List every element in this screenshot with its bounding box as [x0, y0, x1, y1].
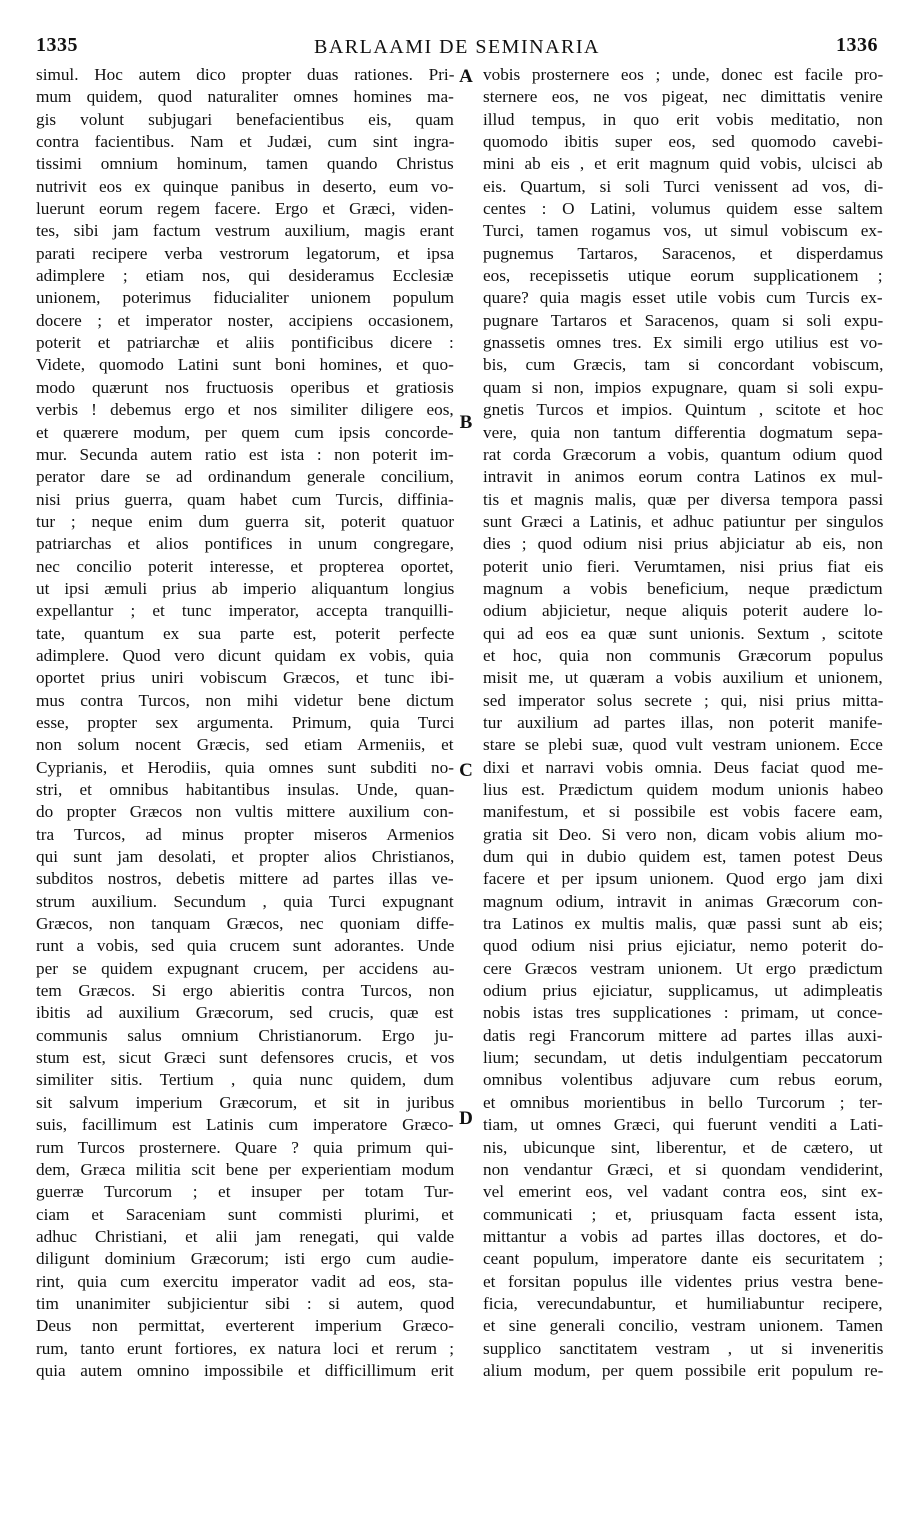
text-line: mur. Secunda autem ratio est ista : non poterit im-: [36, 444, 454, 464]
text-line: tur ; neque enim dum guerra sit, poterit quatuor: [36, 511, 454, 531]
text-line: quam si non, impios expugnare, quam si soli expu-: [483, 377, 883, 397]
text-line: parati recipere verba vestrorum legatorum, et ipsa: [36, 243, 454, 263]
text-line: mus contra Turcos, non mihi videtur bene dictum: [36, 690, 454, 710]
text-line: sed imperator solus secrete ; qui, nisi prius mitta-: [483, 690, 883, 710]
text-line: supplico sanctitatem vestram , ut si inveneritis: [483, 1338, 883, 1358]
text-line: nis, ubicunque sint, liberentur, et de cætero, ut: [483, 1137, 883, 1157]
right-page-number: 1336: [836, 34, 878, 56]
text-line: runt a vobis, sed quia crucem sunt adorantes. Unde: [36, 936, 454, 956]
text-line: rum, tanto erunt fortiores, ex natura loci et rerum ;: [36, 1338, 454, 1358]
text-line: nec concilio poterit interesse, et propterea oportet,: [36, 556, 454, 576]
text-line: quia autem omnino impossibile et difficillimum erit: [36, 1360, 454, 1380]
text-line: ficia, verecundabuntur, et humiliabuntur recipere,: [483, 1293, 883, 1313]
text-line: et hoc, quia non communis Græcorum populus: [483, 645, 883, 665]
text-line: odium prius ejiciatur, supplicamus, ut adimpleatis: [483, 981, 883, 1001]
text-line: rat corda Græcorum a vobis, quantum odium quod: [483, 444, 883, 464]
text-line: eos, recepissetis utique eorum supplicationem ;: [483, 266, 883, 286]
text-line: tim unanimiter subjicientur sibi : si autem, quod: [36, 1293, 454, 1313]
text-line: tis et magnis malis, quæ per diversa tempora passi: [483, 489, 883, 509]
text-line: pugnare Tartaros et Saracenos, quam si soli expu-: [483, 310, 883, 330]
text-line: mini ab eis , et erit magnum quid vobis, ulcisci ab: [483, 154, 883, 174]
text-line: illud tempus, in quo erit vobis meditatio, non: [483, 109, 883, 129]
text-line: et sine generali concilio, vestram unionem. Tamen: [483, 1316, 883, 1336]
left-page-number: 1335: [36, 34, 78, 56]
text-line: Deus non permittat, everterent imperium Græco-: [36, 1316, 454, 1336]
text-line: nisi prius guerra, quam habet cum Turcis, diffinia-: [36, 489, 454, 509]
text-line: guerræ Turcorum ; et insuper per totam Tur-: [36, 1182, 454, 1202]
text-line: quomodo ibitis super eos, sed quomodo cavebi-: [483, 132, 883, 152]
text-line: verbis ! debemus ergo et nos similiter diligere eos,: [36, 400, 454, 420]
text-line: strum auxilium. Secundum , quia Turci expugnant: [36, 891, 454, 911]
text-line: tes, sibi jam factum vestrum auxilium, magis erant: [36, 221, 454, 241]
text-line: misit me, ut quæram a vobis auxilium et unionem,: [483, 668, 883, 688]
text-line: oportet prius uniri vobiscum Græcos, et tunc ibi-: [36, 668, 454, 688]
right-column: [483, 64, 883, 1382]
text-line: stri, et omnibus habitantibus insulas. Unde, quan-: [36, 780, 454, 799]
text-line: luerunt eorum regem facere. Ergo et Græci, viden-: [36, 199, 454, 219]
text-line: sternere eos, ne vos pigeat, nec dimittatis venire: [483, 87, 883, 107]
text-line: expellantur ; et tunc imperator, accepta tranquilli-: [36, 601, 454, 621]
text-line: et forsitan populus ille videntes prius vestra bene-: [483, 1271, 883, 1291]
text-line: suis, facillimum est Latinis cum imperatore Græco-: [36, 1115, 454, 1135]
text-line: vel emerint eos, vel vadant contra eos, sint ex-: [483, 1182, 883, 1202]
text-line: quod odium nisi prius ejiciatur, nemo poterit do-: [483, 936, 883, 956]
text-line: per se quidem expugnant crucem, per accidens au-: [36, 958, 454, 978]
text-line: alium modum, per quem possibile erit populum re-: [483, 1360, 883, 1380]
text-line: diligunt dominium Græcorum; isti ergo cum audie-: [36, 1249, 454, 1269]
left-column: [36, 64, 454, 1382]
text-line: facere et per ipsum unionem. Quod ergo jam dixi: [483, 869, 883, 889]
text-line: lius est. Prædictum quidem modum unionis habeo: [483, 780, 883, 799]
text-line: bis, cum Græcis, tam si concordant vobiscum,: [483, 355, 883, 375]
text-line: adimplere ; etiam nos, qui desideramus Ecclesiæ: [36, 266, 454, 286]
text-line: mum quidem, quod naturaliter omnes homines ma-: [36, 87, 454, 107]
text-line: magnum a vobis beneficium, neque prædictum: [483, 578, 883, 598]
text-line: non solum nocent Græcis, sed etiam Armeniis, et: [36, 735, 454, 755]
text-line: tra Turcos, ad minus propter miseros Armenios: [36, 824, 454, 844]
section-marker-a: A: [459, 66, 473, 87]
text-line: tiam, ut omnes Græci, qui fuerunt venditi a Lati-: [483, 1115, 883, 1135]
text-line: subditos nostros, debetis mittere ad partes illas ve-: [36, 869, 454, 889]
text-line: Cyprianis, et Herodiis, quia omnes sunt subditi no-: [36, 757, 454, 777]
text-line: stum est, sicut Græci sunt defensores crucis, et vos: [36, 1048, 454, 1068]
text-line: modo quærunt nos fructuosis operibus et gratiosis: [36, 377, 454, 397]
text-line: sunt Græci a Latinis, et adhuc patiuntur per singulos: [483, 511, 883, 531]
text-line: nutrivit eos ex quinque panibus in deserto, eum vo-: [36, 176, 454, 196]
text-line: rint, quia cum exercitu imperator vadit ad eos, sta-: [36, 1271, 454, 1291]
text-line: omnibus volentibus adjuvare cum rebus eorum,: [483, 1070, 883, 1090]
section-marker-d: D: [459, 1108, 473, 1129]
text-line: communis salus omnium Christianorum. Ergo ju-: [36, 1025, 454, 1045]
text-line: vere, quia non tantum differentia dogmatum sepa-: [483, 422, 883, 442]
text-line: qui sunt jam desolati, et propter alios Christianos,: [36, 847, 454, 867]
text-line: intravit in animos eorum contra Latinos ex mul-: [483, 467, 883, 487]
text-line: pugnemus Tartaros, Saracenos, et disperdamus: [483, 243, 883, 263]
text-line: ciam et Saraceniam sunt commisti plurimi, et: [36, 1204, 454, 1224]
text-line: nobis istas tres supplicationes : primam, ut conce-: [483, 1003, 883, 1023]
text-line: odium abjicietur, neque aliquis poterit audere lo-: [483, 601, 883, 621]
text-line: tem Græcos. Si ergo abieritis contra Turcos, non: [36, 981, 454, 1001]
text-line: vobis prosternere eos ; unde, donec est facile pro-: [483, 65, 883, 84]
text-line: et quærere modum, per quem cum ipsis concorde-: [36, 422, 454, 442]
text-line: dixi et narravi vobis omnia. Deus faciat quod me-: [483, 757, 883, 777]
text-line: qui ad eos ea quæ sunt unionis. Sextum , scitote: [483, 623, 883, 643]
text-line: poterit et patriarchæ et aliis pontificibus dicere :: [36, 333, 454, 353]
text-line: communicati ; et, priusquam facta essent ista,: [483, 1204, 883, 1224]
text-line: perator dare se ad ordinandum generale concilium,: [36, 467, 454, 487]
text-line: tissimi omnium hominum, tamen quando Christus: [36, 154, 454, 174]
text-line: cere Græcos vestram unionem. Ut ergo prædictum: [483, 958, 883, 978]
text-line: sit salvum imperium Græcorum, et sit in juribus: [36, 1092, 454, 1112]
text-line: contra facientibus. Nam et Judæi, cum sint ingra-: [36, 132, 454, 152]
text-line: rum Turcos prosternere. Quare ? quia primum qui-: [36, 1137, 454, 1157]
running-header: [36, 34, 878, 62]
running-title: BARLAAMI DE SEMINARIA: [314, 36, 600, 58]
text-line: manifestum, et si possibile est vobis facere eam,: [483, 802, 883, 822]
text-line: esse, propter sex argumenta. Primum, quia Turci: [36, 712, 454, 732]
text-line: dum qui in dubio quidem est, tamen potest Deus: [483, 847, 883, 867]
text-line: mittantur a vobis ad partes illas doctores, et do-: [483, 1226, 883, 1246]
text-line: tur auxilium ad partes illas, non poterit manife-: [483, 712, 883, 732]
text-line: ibitis ad auxilium Græcorum, sed crucis, quæ est: [36, 1003, 454, 1023]
text-line: gnassetis omnes tres. Ex simili ergo utilius est vo-: [483, 333, 883, 353]
text-line: magnum odium, intravit in animas Græcorum con-: [483, 891, 883, 911]
text-line: dem, Græca militia scit bene per experientiam modum: [36, 1159, 454, 1179]
text-line: lium; secundam, ut detis indulgentiam peccatorum: [483, 1048, 883, 1068]
text-line: gnetis Turcos et impios. Quintum , scitote et hoc: [483, 400, 883, 420]
section-marker-c: C: [459, 760, 473, 781]
section-marker-b: B: [459, 412, 473, 433]
text-line: ut ipsi æmuli prius ab imperio aliquantum longius: [36, 578, 454, 598]
text-line: ceant populum, imperatore dante eis securitatem ;: [483, 1249, 883, 1269]
text-line: Græcos, non tanquam Græcos, nec quoniam diffe-: [36, 914, 454, 934]
text-line: tate, quantum ex sua parte est, poterit perfecte: [36, 623, 454, 643]
text-line: et omnibus morientibus in bello Turcorum ; ter-: [483, 1092, 883, 1112]
text-line: stare se plebi suæ, quod vult vestram unionem. Ecce: [483, 735, 883, 755]
text-line: non vendantur Græci, et si quondam vendiderint,: [483, 1159, 883, 1179]
text-line: simul. Hoc autem dico propter duas rationes. Pri-: [36, 65, 454, 84]
text-line: poterit unio fieri. Verumtamen, nisi prius fiat eis: [483, 556, 883, 576]
text-line: gis volunt subjugari benefacientibus eis, quam: [36, 109, 454, 129]
text-line: centes : O Latini, volumus quidem esse saltem: [483, 199, 883, 219]
text-line: quare? quia magis esset utile vobis cum Turcis ex-: [483, 288, 883, 308]
text-line: eis. Quartum, si soli Turci venissent ad vos, di-: [483, 176, 883, 196]
text-line: adhuc Christiani, et alii jam renegati, qui valde: [36, 1226, 454, 1246]
text-line: docere ; et imperator noster, accipiens occasionem,: [36, 310, 454, 330]
text-line: Turci, tamen rogamus vos, ut simul vobiscum ex-: [483, 221, 883, 241]
text-line: similiter sitis. Tertium , quia nunc quidem, dum: [36, 1070, 454, 1090]
text-line: tra Latinos ex multis malis, quæ passi sunt ab eis;: [483, 914, 883, 934]
text-line: datis regi Francorum mittere ad partes illas auxi-: [483, 1025, 883, 1045]
text-line: gratia sit Deo. Si vero non, dicam vobis alium mo-: [483, 824, 883, 844]
text-line: patriarchas et alios pontifices in unum congregare,: [36, 534, 454, 554]
text-line: adimplere. Quod vero dicunt quidam ex vobis, quia: [36, 645, 454, 665]
text-line: Videte, quomodo Latini sunt boni homines, et quo-: [36, 355, 454, 375]
text-line: dies ; quod odium nisi prius abjiciatur ab eis, non: [483, 534, 883, 554]
text-line: do propter Græcos non vultis mittere auxilium con-: [36, 802, 454, 822]
text-line: unionem, poterimus fiducialiter unionem populum: [36, 288, 454, 308]
